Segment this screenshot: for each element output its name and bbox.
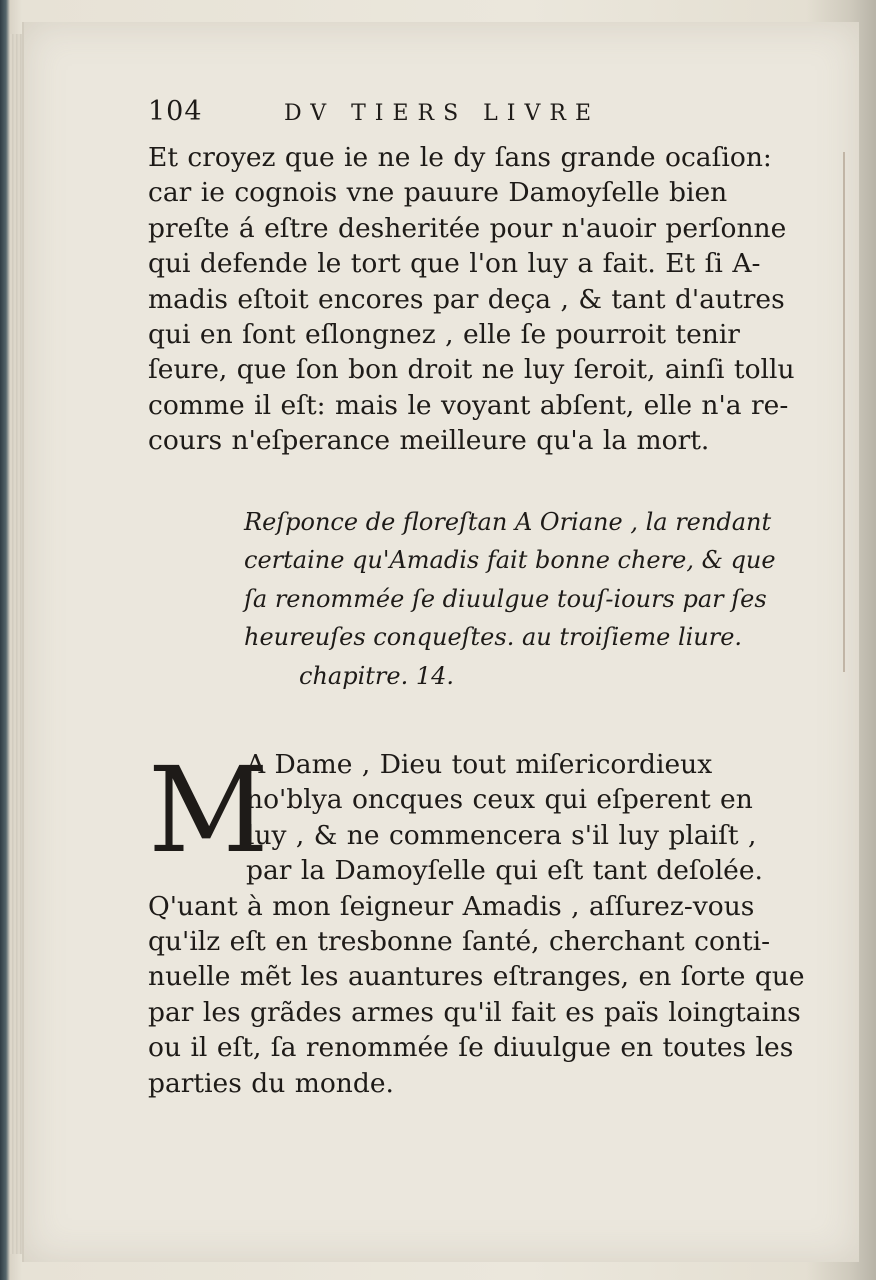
caption-chapter-number: chapitre. 14.: [299, 661, 454, 690]
drop-cap: M: [148, 741, 269, 880]
text-line: ſeure, que ſon bon droit ne luy ſeroit, ainſi tollu: [148, 354, 795, 386]
text-line: par les grãdes armes qu'il fait es païs loingtains: [148, 996, 801, 1028]
text-line: cours n'eſperance meilleure qu'a la mort.: [148, 425, 710, 457]
caption-line: Reſponce de floreſtan A Oriane , la rendant: [244, 507, 772, 536]
running-title: DV TIERS LIVRE: [284, 101, 600, 126]
text-line: ou il eſt, ſa renommée ſe diuulgue en toutes les: [148, 1032, 794, 1064]
page-text-block: [148, 96, 805, 1101]
letter-paragraph: [148, 741, 805, 1101]
text-line: A Dame , Dieu tout miſericordieux: [246, 749, 713, 781]
paragraph-1: [148, 140, 795, 459]
text-line: comme il eſt: mais le voyant abſent, elle n'a re-: [148, 389, 789, 421]
chapter-caption: [244, 503, 784, 696]
text-line: nuelle mẽt les auantures eſtranges, en ſorte que: [148, 961, 805, 993]
text-line: luy , & ne commencera s'il luy plaiſt ,: [246, 819, 757, 851]
page-edges: [10, 34, 22, 1254]
text-line: parties du monde.: [148, 1067, 394, 1099]
text-line: car ie cognois vne pauure Damoyſelle bien: [148, 177, 728, 209]
text-line: Et croyez que ie ne le dy ſans grande ocaſion:: [148, 142, 772, 173]
text-line: madis eſtoit encores par deça , & tant d'autres: [148, 283, 785, 315]
text-line: preſte á eſtre desheritée pour n'auoir perſonne: [148, 212, 787, 244]
caption-line: ſa renommée ſe diuulgue touſ-iours par ſes: [244, 584, 767, 613]
running-head: [148, 96, 778, 140]
text-line: qui en ſont eſlongnez , elle ſe pourroit tenir: [148, 318, 740, 350]
caption-line: heureuſes conqueſtes. au troiſieme liure.: [244, 623, 743, 652]
text-line: Q'uant à mon ſeigneur Amadis , aſſurez-vous: [148, 890, 755, 922]
page-number: 104: [148, 96, 203, 127]
text-line: qui defende le tort que l'on luy a fait. Et ſi A-: [148, 248, 761, 280]
text-line: no'blya oncques ceux qui eſperent en: [246, 784, 753, 816]
caption-line: certaine qu'Amadis fait bonne chere, & que: [244, 546, 776, 575]
text-line: par la Damoyſelle qui eſt tant deſolée.: [246, 855, 763, 887]
text-line: qu'ilz eſt en tresbonne ſanté, cherchant conti-: [148, 925, 771, 957]
gutter-mark: [843, 152, 845, 672]
